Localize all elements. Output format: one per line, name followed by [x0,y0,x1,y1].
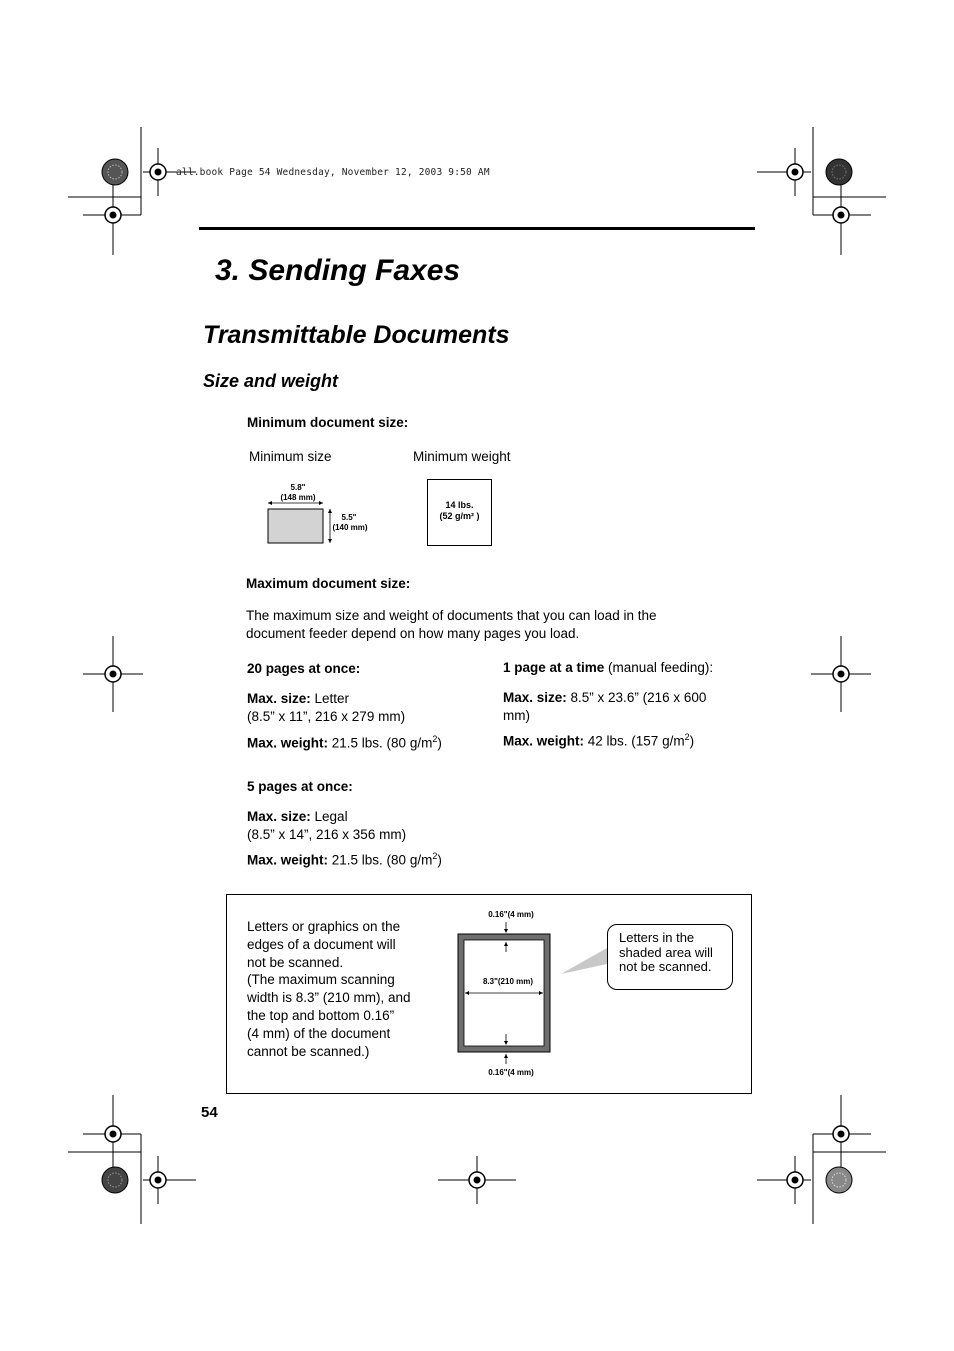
page-number: 54 [201,1104,218,1121]
max-size-label: Max. size: [503,690,567,705]
max-weight-label: Max. weight: [503,733,585,749]
one-page-heading-bold: 1 page at a time [503,660,605,675]
min-width-in: 5.8" [290,483,306,492]
min-height-mm: (140 mm) [332,523,368,532]
max-weight-label: Max. weight: [247,852,329,868]
max-size-label: Max. size: [247,691,311,706]
superscript: 2 [432,851,438,861]
max-weight-value: 42 lbs. (157 g/m [584,733,685,749]
five-pages-size [247,808,348,826]
twenty-pages-size-detail: (8.5” x 11”, 216 x 279 mm) [247,709,406,724]
scan-note-line: (The maximum scanning [247,972,395,988]
max-size-value: Legal [310,809,348,824]
superscript: 2 [684,732,690,742]
paren: ) [437,735,442,751]
callout-line: shaded area will [619,944,713,960]
one-page-size [503,689,735,725]
scan-note-text [247,918,432,1060]
scan-note-line: Letters or graphics on the [247,919,401,934]
paren: ) [437,852,442,868]
callout-line: Letters in the [619,930,695,945]
five-pages-weight [247,847,442,870]
bottom-margin-label: 0.16"(4 mm) [488,1068,534,1077]
one-page-heading [503,659,713,677]
paren: ) [689,733,695,749]
scan-note-line: width is 8.3” (210 mm), and [247,990,411,1006]
min-weight-lbs: 14 lbs. [445,500,474,510]
print-info: all.book Page 54 Wednesday, November 12, 2003 9:50 AM [176,167,490,178]
one-page-heading-rest: (manual feeding): [604,660,714,675]
superscript: 2 [432,734,438,744]
maximum-intro: The maximum size and weight of documents that you can load in the document feeder depend on how many pages you load. [246,608,657,641]
scan-note-line: (4 mm) of the document [247,1025,391,1041]
scan-note-line: edges of a document will [247,936,396,952]
five-pages-size-detail: (8.5” x 14”, 216 x 356 mm) [247,827,407,842]
max-size-value: Letter [310,691,350,706]
minimum-size-label: Minimum size [249,449,332,464]
callout-text [619,931,713,975]
scan-note-line: cannot be scanned.) [247,1043,370,1059]
minimum-heading: Minimum document size: [247,415,409,430]
top-margin-label: 0.16"(4 mm) [488,910,534,919]
max-size-label: Max. size: [247,809,311,824]
five-pages-heading: 5 pages at once: [247,779,353,794]
chapter-rule [199,227,755,230]
scan-note-line: not be scanned. [247,954,344,970]
one-page-weight [503,728,694,751]
twenty-pages-size [247,690,349,708]
scan-width-label: 8.3"(210 mm) [482,977,534,986]
min-height-in: 5.5" [341,513,357,522]
subsection-title: Size and weight [203,371,339,391]
min-weight-gsm: (52 g/m² ) [439,511,480,521]
maximum-heading: Maximum document size: [246,576,411,591]
chapter-title: 3. Sending Faxes [215,254,461,287]
section-title: Transmittable Documents [203,321,510,349]
min-width-mm: (148 mm) [280,493,316,502]
minimum-weight-label: Minimum weight [413,449,511,464]
max-size-value: 8.5” x 23.6” (216 x 600 mm) [503,690,707,723]
twenty-pages-weight [247,730,442,753]
scan-note-line: the top and bottom 0.16” [247,1007,395,1023]
max-weight-label: Max. weight: [247,735,329,751]
max-weight-value: 21.5 lbs. (80 g/m [328,735,433,751]
twenty-pages-heading: 20 pages at once: [247,661,361,676]
callout-line: not be scanned. [619,959,712,974]
max-weight-value: 21.5 lbs. (80 g/m [328,852,433,868]
